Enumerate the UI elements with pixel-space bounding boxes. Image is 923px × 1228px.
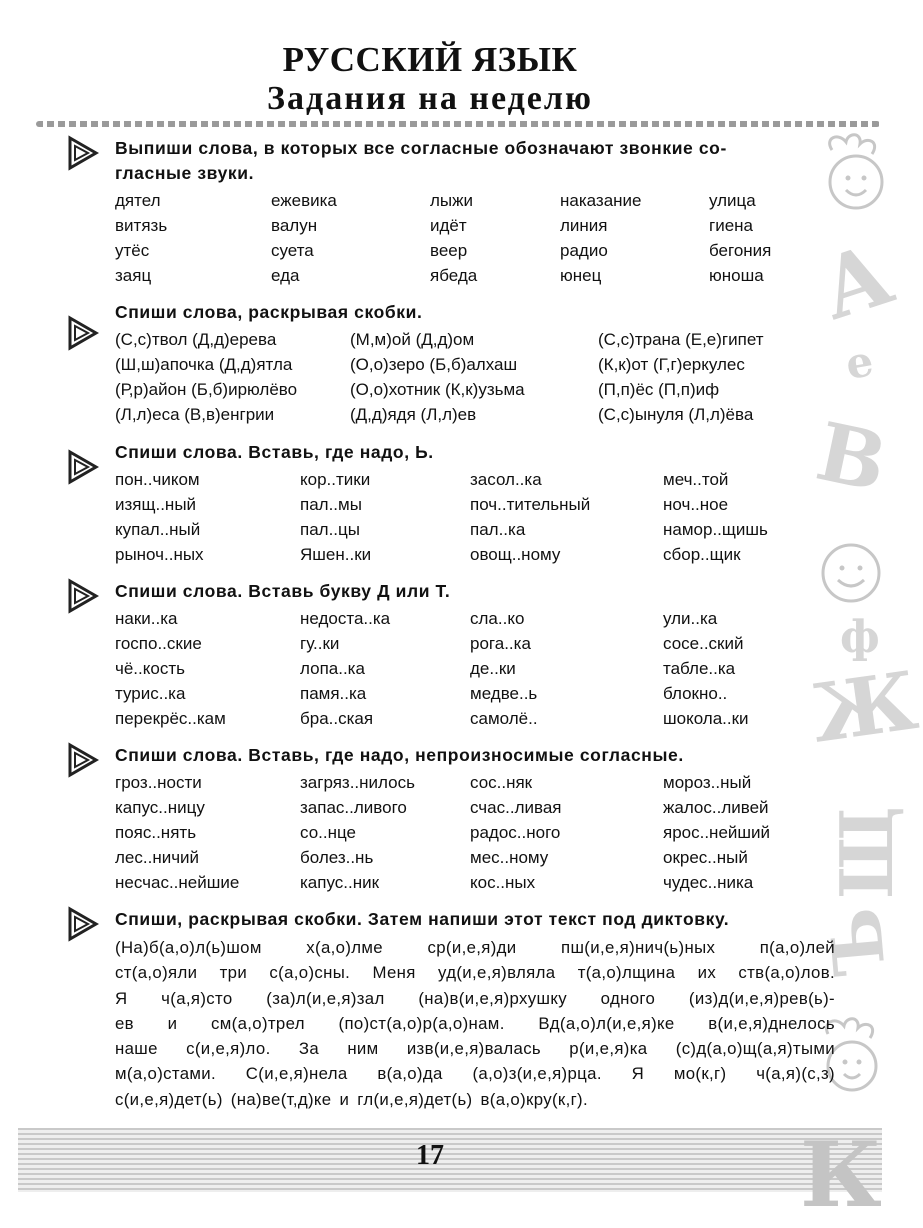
word: окрес..ный — [663, 848, 748, 867]
page-title: РУССКИЙ ЯЗЫК — [282, 40, 578, 79]
word: (Л,л)еса (В,в)енгрии — [115, 405, 275, 424]
word: де..ки — [470, 659, 516, 678]
decor-letter-a: А — [808, 223, 905, 340]
decor-letter-k: К — [800, 1122, 882, 1228]
word: радио — [560, 241, 608, 260]
word: витязь — [115, 216, 168, 235]
text-line: наше с(и,е,я)ло. За ним изв(и,е,я)валась р(и,е,я)ка (с)д(а,о)щ(а,я)тыми — [115, 1039, 835, 1059]
word: ябеда — [430, 266, 478, 285]
task-3 — [68, 440, 798, 570]
task-6 — [68, 907, 835, 1117]
instruction-line: гласные звуки. — [115, 163, 255, 183]
decor-letter-f: ф — [840, 612, 880, 663]
word: дятел — [115, 191, 161, 210]
word: гроз..ности — [115, 773, 202, 792]
word: ули..ка — [663, 609, 718, 628]
word: чё..кость — [115, 659, 185, 678]
word: ноч..ное — [663, 495, 729, 514]
word: ежевика — [271, 191, 337, 210]
text-line: Я ч(а,я)сто (за)л(и,е,я)зал (на)в(и,е,я)рхушку одного (из)д(и,е,я)рев(ь)- — [115, 988, 835, 1008]
triangle-spiral-icon — [68, 743, 98, 777]
word: перекрёс..кам — [115, 709, 226, 728]
word: меч..той — [663, 470, 729, 489]
decor-letter-v: В — [808, 403, 895, 511]
word: со..нце — [300, 823, 356, 842]
task-2 — [68, 300, 798, 435]
word: несчас..нейшие — [115, 873, 240, 892]
word: блокно.. — [663, 684, 728, 703]
word: шокола..ки — [663, 709, 749, 728]
text-line: с(и,е,я)дет(ь) (на)ве(т,д)ке и гл(и,е,я)дет(ь) в(а,о)кру(к,г). — [115, 1089, 589, 1109]
word: турис..ка — [115, 684, 186, 703]
word: наки..ка — [115, 609, 178, 628]
word: изящ..ный — [115, 495, 197, 514]
word: радос..ного — [470, 823, 561, 842]
word: (П,п)ёс (П,п)иф — [598, 380, 720, 399]
task-instruction: Спиши слова. Вставь букву Д или Т. — [115, 581, 451, 601]
word: болез..нь — [300, 848, 374, 867]
word: линия — [560, 216, 608, 235]
word: ярос..нейший — [663, 823, 771, 842]
word: пал..ка — [470, 520, 526, 539]
text-line: м(а,о)стами. С(и,е,я)нела в(а,о)да (а,о)з(и,е,я)рца. Я мо(к,г) ч(а,я)(с,з) — [115, 1064, 835, 1084]
word: пал..мы — [300, 495, 362, 514]
decor-letter-e: е — [841, 336, 877, 389]
word: суета — [271, 241, 314, 260]
word: лопа..ка — [300, 659, 365, 678]
page-subtitle: Задания на неделю — [267, 80, 593, 117]
word: сосе..ский — [663, 634, 744, 653]
task-instruction: Спиши, раскрывая скобки. Затем напиши этот текст под диктовку. — [115, 909, 730, 929]
smiling-face-icon — [818, 540, 884, 606]
task-1 — [68, 136, 798, 296]
word: лес..ничий — [115, 848, 200, 867]
word: памя..ка — [300, 684, 367, 703]
word: купал..ный — [115, 520, 201, 539]
word: счас..ливая — [470, 798, 562, 817]
word: (О,о)хотник (К,к)узьма — [350, 380, 525, 399]
triangle-spiral-icon — [68, 450, 98, 484]
word: (Ш,ш)апочка (Д,д)ятла — [115, 355, 293, 374]
word: пояс..нять — [115, 823, 197, 842]
task-5 — [68, 743, 798, 903]
triangle-spiral-icon — [68, 907, 98, 941]
word: загряз..нилось — [300, 773, 415, 792]
word: пал..цы — [300, 520, 360, 539]
triangle-spiral-icon — [68, 579, 98, 613]
task-4 — [68, 579, 798, 739]
word: заяц — [115, 266, 152, 285]
word: рыноч..ных — [115, 545, 204, 564]
text-line: ст(а,о)яли три с(а,о)сны. Меня уд(и,е,я)вляла т(а,о)лщина их ств(а,о)лов. — [115, 963, 835, 983]
word: мороз..ный — [663, 773, 752, 792]
word: еда — [271, 266, 300, 285]
word: табле..ка — [663, 659, 736, 678]
word: медве..ь — [470, 684, 538, 703]
word: кос..ных — [470, 873, 536, 892]
task-instruction: Спиши слова. Вставь, где надо, Ь. — [115, 442, 434, 462]
word: (С,с)твол (Д,д)ерева — [115, 330, 277, 349]
word: наказание — [560, 191, 642, 210]
decor-letter-shch: Щ — [824, 805, 910, 900]
word: (К,к)от (Г,г)еркулес — [598, 355, 745, 374]
text-line: ев и см(а,о)трел (по)ст(а,о)р(а,о)нам. Вд(а,о)л(и,е,я)ке в(и,е,я)днелось — [115, 1013, 835, 1033]
word: бегония — [709, 241, 772, 260]
word: капус..ницу — [115, 798, 205, 817]
word: капус..ник — [300, 873, 380, 892]
dashed-divider — [36, 121, 880, 127]
smiling-girl-icon — [818, 128, 888, 220]
word: юноша — [709, 266, 764, 285]
word: валун — [271, 216, 318, 235]
word: гиена — [709, 216, 753, 235]
decor-letter-zh: Ж — [805, 653, 923, 761]
word: намор..щишь — [663, 520, 768, 539]
word: (С,с)трана (Е,е)гипет — [598, 330, 764, 349]
word: чудес..ника — [663, 873, 754, 892]
word: госпо..ские — [115, 634, 202, 653]
word: (Д,д)ядя (Л,л)ев — [350, 405, 477, 424]
word: утёс — [115, 241, 150, 260]
word: (М,м)ой (Д,д)ом — [350, 330, 475, 349]
instruction-line: Выпиши слова, в которых все согласные обозначают звонкие со- — [115, 138, 727, 158]
word: сбор..щик — [663, 545, 741, 564]
word: сла..ко — [470, 609, 525, 628]
word: жалос..ливей — [663, 798, 769, 817]
task-instruction: Спиши слова. Вставь, где надо, непроизносимые согласные. — [115, 745, 684, 765]
word: самолё.. — [470, 709, 538, 728]
word: гу..ки — [300, 634, 340, 653]
word: лыжи — [430, 191, 474, 210]
word: веер — [430, 241, 468, 260]
task-instruction: Спиши слова, раскрывая скобки. — [115, 302, 423, 322]
word: улица — [709, 191, 756, 210]
task-instruction — [115, 136, 727, 186]
word: запас..ливого — [300, 798, 407, 817]
word: идёт — [430, 216, 467, 235]
word: мес..ному — [470, 848, 549, 867]
word: овощ..ному — [470, 545, 561, 564]
word: поч..тительный — [470, 495, 591, 514]
word: бра..ская — [300, 709, 374, 728]
word: Яшен..ки — [300, 545, 372, 564]
word: (С,с)ынуля (Л,л)ёва — [598, 405, 754, 424]
triangle-spiral-icon — [68, 136, 98, 170]
word: юнец — [560, 266, 602, 285]
word: сос..няк — [470, 773, 533, 792]
dictation-text — [115, 935, 835, 1112]
word: пон..чиком — [115, 470, 200, 489]
word: кор..тики — [300, 470, 371, 489]
word: недоста..ка — [300, 609, 391, 628]
decor-letter-hard-sign: Ъ — [813, 904, 902, 979]
word: (Р,р)айон (Б,б)ирюлёво — [115, 380, 298, 399]
triangle-spiral-icon — [68, 316, 98, 350]
word: засол..ка — [470, 470, 542, 489]
word: (О,о)зеро (Б,б)алхаш — [350, 355, 518, 374]
text-line: (На)б(а,о)л(ь)шом х(а,о)лме ср(и,е,я)ди пш(и,е,я)нич(ь)ных п(а,о)лей — [115, 938, 835, 957]
page-number: 17 — [416, 1140, 444, 1171]
word: рога..ка — [470, 634, 531, 653]
